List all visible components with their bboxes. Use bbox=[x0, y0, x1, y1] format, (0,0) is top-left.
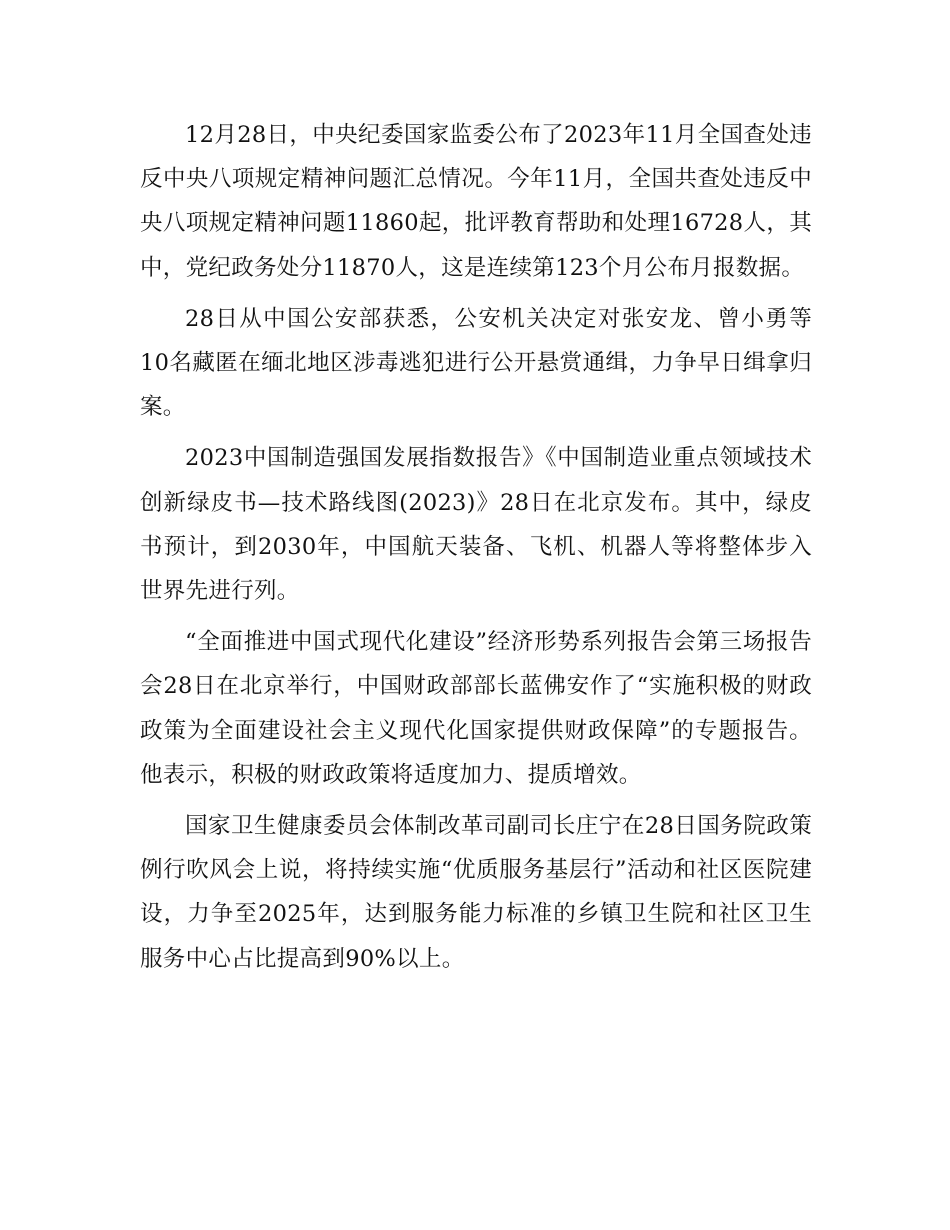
document-body bbox=[140, 113, 812, 981]
paragraph-discipline-report: 12月28日，中央纪委国家监委公布了2023年11月全国查处违反中央八项规定精神问题汇总情况。今年11月，全国共查处违反中央八项规定精神问题11860起，批评教育帮助和处理16728人，其中，党纪政务处分11870人，这是连续第123个月公布月报数据。 bbox=[140, 122, 812, 281]
paragraph-fiscal-policy: “全面推进中国式现代化建设”经济形势系列报告会第三场报告会28日在北京举行，中国财政部部长蓝佛安作了“实施积极的财政政策为全面建设社会主义现代化国家提供财政保障”的专题报告。他表示，积极的财政政策将适度加力、提质增效。 bbox=[140, 629, 812, 788]
paragraph-manufacturing-report: 2023中国制造强国发展指数报告》《中国制造业重点领域技术创新绿皮书—技术路线图(2023)》28日在北京发布。其中，绿皮书预计，到2030年，中国航天装备、飞机、机器人等将整体步入世界先进行列。 bbox=[140, 445, 812, 605]
paragraph-health-service: 国家卫生健康委员会体制改革司副司长庄宁在28日国务院政策例行吹风会上说，将持续实施“优质服务基层行”活动和社区医院建设，力争至2025年，达到服务能力标准的乡镇卫生院和社区卫生服务中心占比提高到90%以上。 bbox=[140, 813, 812, 972]
paragraph-fugitive-bounty: 28日从中国公安部获悉，公安机关决定对张安龙、曾小勇等10名藏匿在缅北地区涉毒逃犯进行公开悬赏通缉，力争早日缉拿归案。 bbox=[140, 305, 812, 421]
